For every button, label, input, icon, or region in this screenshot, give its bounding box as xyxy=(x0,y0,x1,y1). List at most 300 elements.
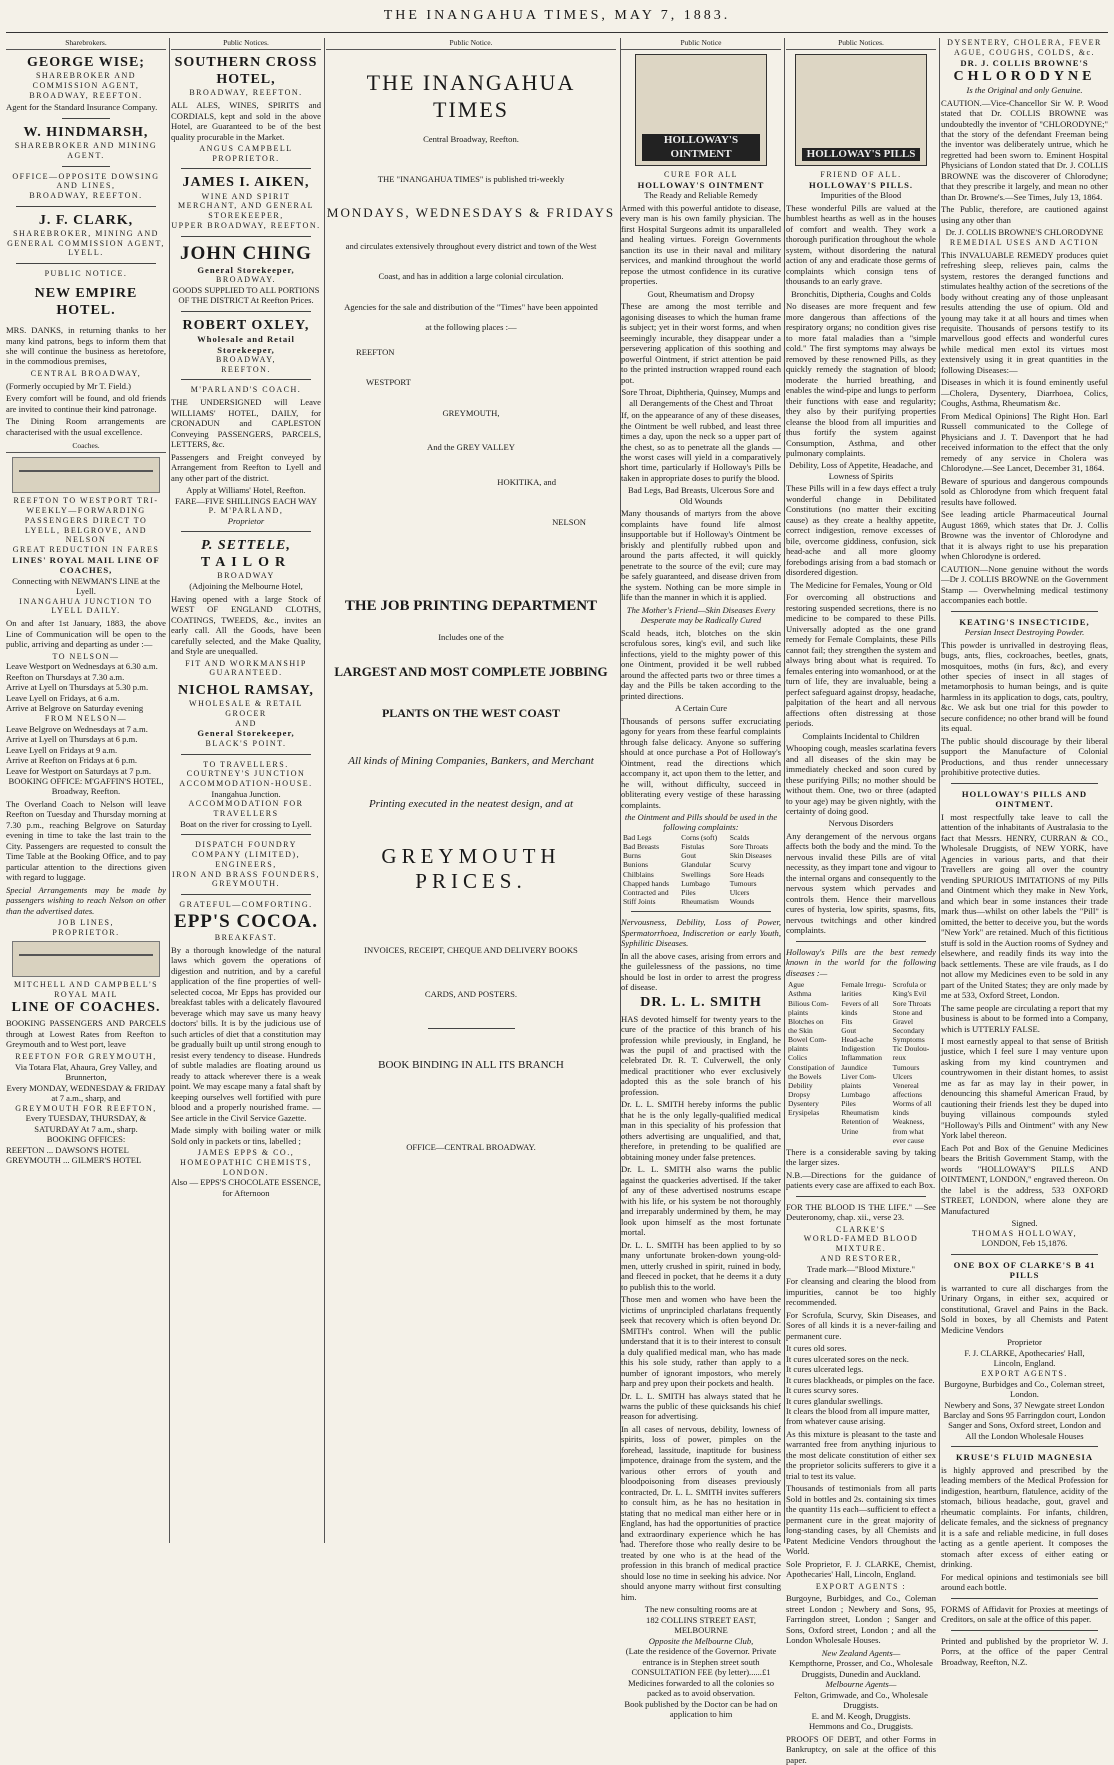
table-cell: Tic Doulou- xyxy=(892,1044,930,1054)
export-agent-1: Burgoyne, Burbidges and Co., Coleman street, London. xyxy=(944,1378,1105,1400)
reefton-greymouth: REEFTON FOR GREYMOUTH, xyxy=(15,1051,157,1061)
export-agent-2: Newbery and Sons, 37 Newgate street London xyxy=(944,1399,1105,1410)
ointment-para-6: Thousands of persons suffer excruciating agony for years from these fearful complaints through false delicacy. Anyone so suffering should at once purchase a Pot of Holloway's Ointment, read the directions which accompany it, act upon them to the letter, and he will, without difficulty, succeed in obliterating every vestige of these harassing complaints. xyxy=(621,715,781,810)
table-cell: Scrofula or xyxy=(892,980,927,990)
nz-agents-label: New Zealand Agents— xyxy=(821,1647,901,1658)
table-row xyxy=(786,1053,936,1062)
job-printing-largest: LARGEST AND MOST COMPLETE JOBBING xyxy=(334,664,608,680)
table-cell: Dropsy xyxy=(788,1089,811,1099)
courtney-address: Inangahua Junction. xyxy=(211,788,281,799)
epps-made: Made simply with boiling water or milk Sold only in packets or tins, labelled ; xyxy=(171,1125,321,1146)
clark-role: SHAREBROKER, MINING AND GENERAL COMMISSION AGENT, xyxy=(7,228,165,248)
list-item: It cures scurvy sores. xyxy=(786,1385,859,1396)
divider xyxy=(181,834,311,835)
southern-cross-body: ALL ALES, WINES, SPIRITS and CORDIALS, kept and sold in the above Hotel, are Guaranteed to be of the best quality procurable in the Market. xyxy=(171,100,321,142)
blood-para-3: As this mixture is pleasant to the taste and warranted free from anything injurious to the most delicate constitution of either sex the proprietor solicits sufferers to give it a trial to test its value. xyxy=(786,1428,936,1481)
table-row xyxy=(621,833,781,842)
mitchell-campbell-body: BOOKING PASSENGERS AND PARCELS through at Lowest Rates from Reefton to Greymouth and to West port, leave xyxy=(6,1018,166,1050)
clark-name: J. F. CLARK, xyxy=(38,212,134,228)
table-cell xyxy=(839,1136,890,1145)
john-ching-role: General Storekeeper, xyxy=(197,264,295,275)
holloway-signature-name: THOMAS HOLLOWAY, xyxy=(971,1228,1078,1238)
george-wise-agent: Agent for the Standard Insurance Company. xyxy=(6,102,158,113)
timetable-line: Leave Lyell on Fridays at 9 a.m. xyxy=(6,744,118,755)
divider xyxy=(796,1196,926,1197)
overland-coach: The Overland Coach to Nelson will leave Reefton on Tuesday and Thursday morning at 7.30 p.m., reaching Belgrove on Saturday evening in time to take the last train to the City. Passengers are requested to consult the Time Table at the Booking Office, and to pay particular attention to the directions given with regard to luggage. xyxy=(6,798,166,883)
table-cell: Burns xyxy=(623,851,641,861)
table-row xyxy=(786,1117,936,1126)
dr-smith-para-4: Dr. L. L. SMITH has been applied to by so many unfortunate broken-down young-old-men, utterly crushed in spirit, ruined in body, and fleeced in pocket, that he deems it a duty to publish this to the world. xyxy=(621,1239,781,1292)
place-greymouth: GREYMOUTH, xyxy=(442,407,500,418)
list-item: It cures blackheads, or pimples on the face. xyxy=(786,1374,935,1385)
pills-para-1: These wonderful Pills are valued at the humblest hearths as well as in the houses of comfort and wealth. They work a thorough purification throughout the whole system, without disordering the natural action of any and eradicate those germs of complaints which consign tens of thousands to an early grave. xyxy=(786,202,936,287)
divider xyxy=(796,941,926,942)
table-cell: Inflammation xyxy=(841,1053,883,1063)
ague-heading: AGUE, COUGHS, COLDS, &c. xyxy=(953,47,1096,57)
times-published: THE "INANGAHUA TIMES" is published tri-weekly xyxy=(377,174,565,185)
blood-para-2: For Scrofula, Scurvy, Skin Diseases, and Sores of all kinds it is a never-failing and permanent cure. xyxy=(786,1309,936,1341)
kruse-magnesia-body-2: For medical opinions and testimonials see bill around each bottle. xyxy=(941,1571,1108,1593)
dispatch-foundry-name: DISPATCH FOUNDRY COMPANY (LIMITED), xyxy=(191,840,301,860)
divider xyxy=(181,754,311,755)
melbourne-agents-label: Melbourne Agents— xyxy=(825,1679,897,1690)
table-cell: Jaundice xyxy=(841,1062,868,1072)
table-cell: Scalds xyxy=(729,832,750,842)
table-cell: Tumours xyxy=(729,878,757,888)
ointment-sub-2: Gout, Rheumatism and Dropsy xyxy=(647,288,755,299)
table-cell: Chilblains xyxy=(623,869,654,879)
blood-agents: Burgoyne, Burbidges, and Co., Coleman street London ; Newbery and Sons, 95, Farringdon street, London ; Sanger and Sons, Oxford street, London ; and all the London Wholesale Houses. xyxy=(786,1593,936,1646)
table-cell: Female Irregu- xyxy=(841,980,886,990)
dr-smith-para-7: In all cases of nervous, debility, lowness of spirits, loss of power, pimples on the forehead, lassitude, inaptitude for business impotence, drainage from the system, and the various other errors of youth and bloodpoisoning from diseases previously contracted, Dr. L. L. SMITH invites sufferers to consult him, as he has no hesitation in stating that no medical man either here or in England, has had the opportunities of practice and extraordinary experience which he has had. Therefore those who really desire to be treated by one who is at the head of the profession in this branch of medical practice should lose no time in seeking his advice. Nor should anyone marry without first consulting him. xyxy=(621,1423,781,1602)
blood-quote: FOR THE BLOOD IS THE LIFE." —See Deuteronomy, chap. xii., verse 23. xyxy=(786,1201,936,1223)
times-circulates: and circulates extensively throughout every district and town of the West xyxy=(345,240,597,251)
masthead: THE INANGAHUA TIMES, MAY 7, 1883. xyxy=(383,8,731,23)
table-cell: kinds xyxy=(841,1007,858,1017)
divider xyxy=(16,206,156,207)
clarke-pills-proprietor-label: Proprietor xyxy=(1007,1337,1042,1348)
table-cell: Gout xyxy=(841,1025,857,1035)
clarke-pills-proprietor: F. J. CLARKE, Apothecaries' Hall, xyxy=(964,1347,1085,1358)
aiken-address: UPPER BROADWAY, REEFTON. xyxy=(171,220,321,230)
chlorodyne-original: Is the Original and only Genuine. xyxy=(966,85,1083,96)
timetable-line: Arrive at Belgrove on Saturday evening xyxy=(6,703,144,714)
table-row xyxy=(621,897,781,906)
to-nelson-times xyxy=(6,661,166,713)
export-agent-4: Sanger and Sons, Oxford street, London and xyxy=(948,1420,1101,1431)
mparland-heading: M'PARLAND'S COACH. xyxy=(190,385,302,395)
mail-coach-illustration xyxy=(12,941,160,977)
table-cell xyxy=(786,1136,839,1145)
keating-subtitle: Persian Insect Destroying Powder. xyxy=(964,627,1085,638)
clark-address: LYELL. xyxy=(68,248,104,258)
table-cell: Debility xyxy=(788,1080,813,1090)
settele-body: Having opened with a large Stock of WEST OF ENGLAND CLOTHS, COATINGS, TWEEDS, &c., invites an early call. All the Goods, have been carefully selected, and the Make Quality, and Style are unequalled. xyxy=(171,593,321,657)
blood-para-4: Thousands of testimonials from all parts Sold in bottles and 2s. containing six times the quantity 11s each—sufficient to effect a permanent cure in the great majority of long-standing cases, by all Chemists and Patent Medicine Vendors throughout the World. xyxy=(786,1483,936,1557)
chlorodyne-para-6: From Medical Opinions] The Right Hon. Earl Russell communicated to the College of Physicians and J. T. Davenport that he had received information to the effect that the only remedy of any service in Cholera was Chlorodyne.—See Lancet, December 31, 1864. xyxy=(941,410,1108,474)
job-printing-invoices: INVOICES, RECEIPT, CHEQUE AND DELIVERY BOOKS xyxy=(364,944,578,955)
blood-trademark: Trade mark—"Blood Mixture." xyxy=(806,1263,916,1274)
column-2 xyxy=(171,38,325,1543)
southern-cross-proprietor: PROPRIETOR. xyxy=(212,153,280,163)
table-cell: Bunions xyxy=(623,860,649,870)
book-binding: BOOK BINDING IN ALL ITS BRANCH xyxy=(378,1058,564,1071)
pills-para-3: These Pills will in a few days effect a truly wonderful change in Debilitated Constitutions (no matter their exciting cause) as they create a healthy appetite, correct indigestion, remove excesses of bile, overcome giddiness, confusion, sick head-ache and all more gloomy forebodings arising from a bad stomach or disordered digestion. xyxy=(786,483,936,578)
ramsay-role-2: General Storekeeper, xyxy=(197,728,295,739)
coach-reduction: GREAT REDUCTION IN FARES xyxy=(12,545,160,555)
timetable-line: Arrive at Reefton on Fridays at 6 p.m. xyxy=(6,755,138,766)
ramsay-name: NICHOL RAMSAY, xyxy=(178,683,314,699)
table-cell: Constipation of xyxy=(788,1062,835,1072)
pills-subtitle: Impurities of the Blood xyxy=(820,190,902,201)
table-cell: Dysentery xyxy=(788,1099,819,1109)
job-printing-plants: PLANTS ON THE WEST COAST xyxy=(381,706,561,721)
clarke-pills-body: is warranted to cure all discharges from the Urinary Organs, in either sex, acquired or constitutional, Gravel and Pains in the Back. Sold in boxes, by all Chemists and Patent Medicine Vendors xyxy=(941,1282,1108,1335)
dr-smith-rooms: The new consulting rooms are at xyxy=(644,1604,758,1615)
hindmarsh-office: OFFICE—OPPOSITE DOWSING AND LINES, xyxy=(12,171,160,191)
coach-destinations: LYELL, BELGROVE, AND NELSON xyxy=(24,525,148,545)
list-item: It cures ulcerated legs. xyxy=(786,1364,864,1375)
table-cell: Venereal xyxy=(892,1080,919,1090)
settele-guarantee: FIT AND WORKMANSHIP GUARANTEED. xyxy=(185,658,307,678)
table-cell: Fevers of all xyxy=(841,998,879,1008)
ointment-sub-6: A Certain Cure xyxy=(674,703,728,714)
divider xyxy=(181,168,311,169)
times-title: THE INANGAHUA TIMES xyxy=(366,70,576,122)
to-travellers: TO TRAVELLERS. xyxy=(203,759,289,769)
timetable-line: Leave Westport on Wednesdays at 6.30 a.m. xyxy=(6,661,158,672)
booking-office: BOOKING OFFICE: M'GAFFIN'S HOTEL, Broadway, Reefton. xyxy=(8,776,164,797)
times-places-label: at the following places :— xyxy=(425,322,517,333)
nz-agents: Kempthorne, Prosser, and Co., Wholesale Druggists, Dunedin and Auckland. xyxy=(789,1658,933,1679)
timetable-line: Leave for Westport on Saturdays at 7 p.m. xyxy=(6,765,151,776)
melbourne-agent-1: Felton, Grimwade, and Co., Wholesale Druggists. xyxy=(794,1689,928,1711)
table-cell: the Skin xyxy=(788,1025,813,1035)
divider xyxy=(181,379,311,380)
john-ching-goods: GOODS SUPPLIED TO ALL PORTIONS OF THE DISTRICT At Reefton Prices. xyxy=(172,284,320,306)
column-3 xyxy=(326,38,621,1543)
table-cell: Sore Throats xyxy=(892,998,932,1008)
lines-junction: INANGAHUA JUNCTION TO LYELL DAILY. xyxy=(19,596,153,616)
keating-title: KEATING'S INSECTICIDE, xyxy=(959,616,1090,627)
ointment-sub-4: Bad Legs, Bad Breasts, Ulcerous Sore and Old Wounds xyxy=(627,485,775,506)
table-cell: Corns (soft) xyxy=(681,832,718,842)
holloway-warning-para-3: I most earnestly appeal to that sense of British justice, which I feel sure I may venture upon asking from my kind countrymen and countrywomen in their distant homes, to assist me as far as may lay in their power, in denouncing this shameful American Fraud, by cautioning their friends lest they be duped into buying villainous compounds styled "Holloway's Pills and Ointment" with any New York label thereon. xyxy=(941,1035,1108,1141)
table-cell: Ague xyxy=(788,980,805,990)
new-empire-hotel-formerly: (Formerly occupied by Mr T. Field.) xyxy=(6,380,131,391)
keating-para-1: This powder is unrivalled in destroying fleas, bugs, ants, flies, cockroaches, beetles, gnats, mosquitoes, moths (in furs, &c), and every other species of insect in all stages of metamorphosis to human beings, and is quite harmless in its application to dogs, cats, poultry, &c. We ask but one trial for this powder to secure confidence; no other brand will be found its equal. xyxy=(941,639,1108,734)
settele-trade: TAILOR xyxy=(200,555,292,571)
table-cell: Symptoms xyxy=(892,1035,925,1045)
hindmarsh-address: BROADWAY, REEFTON. xyxy=(29,191,143,201)
table-cell: Scurvy xyxy=(729,860,751,870)
departure-days-2: Every TUESDAY, THURSDAY, & SATURDAY At 7 a.m., sharp. xyxy=(25,1113,147,1134)
times-days: MONDAYS, WEDNESDAYS & FRIDAYS xyxy=(326,204,616,220)
from-nelson-label: FROM NELSON— xyxy=(44,713,128,723)
proofs-of-debt: PROOFS OF DEBT, and other Forms in Bankruptcy, on sale at the office of this paper. xyxy=(786,1733,936,1765)
holloway-warning-para-1: I most respectfully take leave to call the attention of the inhabitants of Australasia to the fact that Messrs. HENRY, CURRAN & CO., Wholesale Druggists, of NEW YORK, have Agencies in various parts, and that their Travellers are going all over the country vending SPURIOUS IMITATIONS of my Pills and Ointment which they make in New York, and which bear in some instances their trade mark thus—whilst on other labels the "Pill" is omitted, the better to deceive you, but the words "New York" are retained. Much of this fictitious stuff is sold in the Auction rooms of Sydney and elsewhere, and readily finds its way into the back settlements. These are vile frauds, as I do not allow my Medicines even to be sold in any part of the United States; they are only made by me at 533, Oxford Street, London. xyxy=(941,811,1108,1001)
dispatch-foundry-role-2: IRON AND BRASS FOUNDERS, xyxy=(171,869,321,879)
booking-office-greymouth: GREYMOUTH ... GILMER'S HOTEL xyxy=(6,1155,142,1166)
hindmarsh-role: SHAREBROKER AND MINING AGENT. xyxy=(14,141,158,160)
ointment-sub-7: the Ointment and Pills should be used in the following complaints: xyxy=(624,811,778,833)
list-item: It clears the blood from all impure matter, from whatever cause arising. xyxy=(786,1405,930,1427)
mparland-proprietor: Proprietor xyxy=(227,515,265,526)
chlorodyne-title: CHLORODYNE xyxy=(953,68,1096,84)
epps-cocoa-title: EPP'S COCOA. xyxy=(174,910,318,932)
lines-royal-mail-title: LINES' ROYAL MAIL LINE OF COACHES, xyxy=(12,554,160,576)
settele-address: BROADWAY xyxy=(217,571,275,581)
table-row xyxy=(786,1099,936,1108)
cure-for-all: CURE FOR ALL xyxy=(663,170,738,180)
holloway-ointment-title: HOLLOWAY'S OINTMENT xyxy=(637,179,765,190)
list-item: It cures glandular swellings. xyxy=(786,1395,883,1406)
table-row xyxy=(786,980,936,989)
divider xyxy=(16,263,156,264)
courtney-accommodation: ACCOMMODATION FOR TRAVELLERS xyxy=(188,799,304,819)
table-row xyxy=(786,1090,936,1099)
departure-days-1: Every MONDAY, WEDNESDAY & FRIDAY at 7 a.m., sharp, and xyxy=(6,1082,166,1104)
column-6 xyxy=(941,38,1108,1667)
table-cell: Erysipelas xyxy=(788,1108,820,1118)
john-ching-address: BROADWAY. xyxy=(216,275,276,285)
holloway-warning-para-2: The same people are circulating a report that my business is about to be formed into a Company, which is UTTERLY FALSE. xyxy=(941,1002,1108,1034)
ointment-para-1: Armed with this powerful antidote to disease, every man is his own family physician. The first Hospital Surgeons admit its unparalleled and healing virtues. Foreign Governments sanction its use in their naval and military services, and mankind throughout the world repose the utmost confidence in its curative properties. xyxy=(621,202,781,287)
table-cell: reux xyxy=(892,1053,906,1063)
pills-sub-6: Nervous Disorders xyxy=(828,818,894,829)
pills-para-5: Whooping cough, measles scarlatina fevers and all diseases of the skin may be immediately checked and soon cured by these purifying Pills; no mother should be without them. One, two or three (adapted to your age) may be given nightly, with the certainty of doing good. xyxy=(786,743,936,816)
table-cell: Gout xyxy=(681,851,697,861)
blood-cures-list xyxy=(786,1343,936,1427)
friend-of-all: FRIEND OF ALL. xyxy=(820,170,902,180)
blood-para-1: For cleansing and clearing the blood from impurities, cannot be too highly recommended. xyxy=(786,1276,936,1308)
hindmarsh-name: W. HINDMARSH, xyxy=(23,124,149,140)
blood-restorer: AND RESTORER, xyxy=(820,1253,902,1263)
divider xyxy=(951,1446,1098,1447)
table-cell: Head-ache xyxy=(841,1035,874,1045)
table-cell: Secondary xyxy=(892,1025,925,1035)
dr-smith-name: DR. L. L. SMITH xyxy=(640,995,762,1011)
table-cell: Bowel Com- xyxy=(788,1035,827,1045)
ramsay-and: AND xyxy=(235,718,257,728)
table-cell: Wounds xyxy=(729,896,755,906)
booking-offices-label: BOOKING OFFICES: xyxy=(46,1134,126,1145)
place-nelson: NELSON xyxy=(552,516,586,527)
table-row xyxy=(786,1081,936,1090)
pills-para-2: No diseases are more frequent and few more dangerous than affections of the respiratory organs; no condition gives rise to more fatal maladies than a "simple cold." The first symptoms may always be removed by these renowned Pills, as they quickly remedy the stagnation of blood; moderate the hurried breathing, and enables the wind-pipe and lungs to perform their functions with ease and regularity; they also by their purifying properties cleanse the blood from all impurities and thus fortify the system against Consumption, Asthma, and other pulmonary complaints. xyxy=(786,301,936,458)
divider xyxy=(181,894,311,895)
table-cell: Retention of xyxy=(841,1117,879,1127)
george-wise-role: SHAREBROKER AND COMMISSION AGENT, xyxy=(32,71,140,90)
table-cell xyxy=(786,1117,839,1126)
divider xyxy=(951,611,1098,612)
table-cell: Liver Com- xyxy=(841,1071,877,1081)
dr-smith-opposite: Opposite the Melbourne Club, xyxy=(648,1635,754,1646)
job-printing-executed: Printing executed in the neatest design, and at xyxy=(368,798,574,811)
dr-smith-book: Book published by the Doctor can be had on application to him xyxy=(624,1698,778,1720)
dr-smith-para-5: Those men and women who have been the victims of unprincipled charlatans frequently seek that recovery which is often beyond Dr. SMITH's control. When will the public understand that it is to their interest to consult a duly qualified medical man, who has made this his sole study, rather than apply to a number of ignorant impostors, who merely harp and prey upon their pockets and health. xyxy=(621,1294,781,1389)
table-cell: Worms of all xyxy=(892,1099,932,1109)
greymouth-prices: GREYMOUTH PRICES. xyxy=(381,843,561,894)
lines-connecting: Connecting with NEWMAN'S LINE at the Lyell. xyxy=(12,575,160,597)
coaches-heading: Coaches. xyxy=(6,441,166,453)
table-row xyxy=(621,870,781,879)
oxley-role: Wholesale and Retail Storekeeper, xyxy=(197,334,295,355)
table-cell: Blotches on xyxy=(788,1016,824,1026)
place-reefton: REEFTON xyxy=(356,346,395,357)
dr-smith-fee: CONSULTATION FEE (by letter)......£1 xyxy=(631,1667,771,1678)
ointment-para-5: Scald heads, itch, blotches on the skin scrofulous sores, king's evil, and such like infections, yield to the mighty power of this one Ointment, provided it be well rubbed around the affected parts two or three times a day and the Pills be taken according to the printed directions. xyxy=(621,627,781,701)
table-row xyxy=(786,1136,936,1145)
table-row xyxy=(786,1127,936,1136)
aiken-name: JAMES I. AIKEN, xyxy=(182,175,310,191)
table-cell: Rheumatism xyxy=(841,1108,880,1118)
list-item: It cures old sores. xyxy=(786,1343,847,1354)
ointment-complaints-table xyxy=(621,833,781,906)
john-ching-name: JOHN CHING xyxy=(180,242,312,264)
table-cell: Asthma xyxy=(788,989,812,999)
george-wise-name: GEORGE WISE; xyxy=(27,55,145,71)
melbourne-agent-3: Hemmons and Co., Druggists. xyxy=(808,1721,914,1732)
timetable-line: Leave Belgrove on Wednesdays at 7 a.m. xyxy=(6,723,148,734)
emblem-label: HOLLOWAY'S PILLS xyxy=(802,148,920,161)
table-cell: Fistulas xyxy=(681,842,705,852)
settele-name: P. SETTELE, xyxy=(201,538,291,554)
table-cell: Sore Throats xyxy=(729,842,769,852)
list-item: It cures ulcerated sores on the neck. xyxy=(786,1353,909,1364)
divider xyxy=(181,531,311,532)
greymouth-reefton: GREYMOUTH FOR REEFTON, xyxy=(15,1103,157,1113)
holloway-pills-title: HOLLOWAY'S PILLS. xyxy=(808,179,914,190)
route-via: Via Totara Flat, Ahaura, Grey Valley, and Brunnerton, xyxy=(15,1061,157,1083)
mitchell-campbell-title: MITCHELL AND CAMPBELL'S xyxy=(13,979,159,989)
table-cell: Ulcers xyxy=(729,887,750,897)
column-4 xyxy=(621,38,785,1720)
divider xyxy=(631,911,771,912)
epps-chemists: HOMEOPATHIC CHEMISTS, xyxy=(180,1157,312,1167)
divider xyxy=(951,1254,1098,1255)
table-cell: ever cause xyxy=(892,1135,925,1145)
nervousness-heading: Nervousness, Debility, Loss of Power, Spermatorrhoea, Indiscretion or early Youth, Syphilitic Diseases. xyxy=(621,917,781,949)
column-2-heading: Public Notices. xyxy=(171,38,321,50)
table-row xyxy=(786,1072,936,1081)
holloways-pills-emblem xyxy=(795,54,927,166)
table-row xyxy=(786,1008,936,1017)
column-1 xyxy=(6,38,170,1543)
southern-cross-owner: ANGUS CAMPBELL xyxy=(199,143,293,153)
special-arrangements: Special Arrangements may be made by passengers wishing to reach Nelson on other than the advertised dates. xyxy=(6,884,166,916)
holloway-warning-para-4: Each Pot and Box of the Genuine Medicines bears the British Government Stamp, with the words "HOLLOWAY'S PILLS AND OINTMENT, LONDON," engraved thereon. On the label is the address, 533 OXFORD STREET, LONDON, where alone they are Manufactured xyxy=(941,1142,1108,1216)
place-grey-valley: And the GREY VALLEY xyxy=(427,442,515,453)
pills-sub-3: Debility, Loss of Appetite, Headache, and Lowness of Spirits xyxy=(789,460,933,481)
pills-para-4: For overcoming all obstructions and restoring suspended secretions, there is no medicine to be compared to these Pills. Universally adopted as the one grand remedy for Female Complaints, these Pills cannot fail; they strengthen the system and always bring about what is required. To females entering into womanhood, or at the turn of life, they are invaluable, being a perfect safeguard against dropsy, headache, palpitation of the heart and all nervous affections often distressing at those periods. xyxy=(786,592,936,729)
table-cell: kinds xyxy=(892,1108,909,1118)
pills-saving: There is a considerable saving by taking the larger sizes. xyxy=(786,1146,936,1168)
dysentery-heading: DYSENTERY, CHOLERA, FEVER xyxy=(947,38,1102,47)
dr-smith-para-3: Dr. L. L. SMITH also warns the public against the quackeries advertised. If the taker of any of these advertised nostrums escape with his life, or his system be not thoroughly and irreparably undermined by them, he may look upon himself as the most fortunate mortal. xyxy=(621,1164,781,1238)
chlorodyne-para-2: The Public, therefore, are cautioned against using any other than xyxy=(941,204,1108,225)
lines-body: On and after 1st January, 1883, the above Line of Communication will be open to the public, arriving and departing as under :— xyxy=(6,618,166,650)
clarke-pills-title: ONE BOX OF CLARKE'S B 41 PILLS xyxy=(953,1259,1096,1281)
booking-office-reefton: REEFTON ... DAWSON'S HOTEL xyxy=(6,1144,129,1155)
table-cell: Bad Legs xyxy=(623,832,652,842)
table-cell: Lumbago xyxy=(681,878,710,888)
chlorodyne-para-5: Diseases in which it is found eminently useful—Cholera, Dysentery, Diarrhoea, Colics, Coughs, Asthma, Rheumatism &c. xyxy=(941,377,1108,409)
divider xyxy=(181,311,311,312)
epps-company: JAMES EPPS & CO., xyxy=(197,1148,295,1158)
table-row xyxy=(786,1017,936,1026)
table-cell: the Bowels xyxy=(788,1071,822,1081)
timetable-line: Arrive at Lyell on Thursdays at 5.30 p.m. xyxy=(6,682,149,693)
divider xyxy=(62,166,110,167)
table-row xyxy=(621,842,781,851)
table-cell: Sore Heads xyxy=(729,869,765,879)
table-cell: Piles xyxy=(841,1099,856,1109)
keating-para-2: The public should discourage by their liberal support the Manufacture of Colonial Productions, and thus render unnecessary prohibitive protective duties. xyxy=(941,735,1108,778)
column-1-heading: Sharebrokers. xyxy=(6,38,166,50)
column-5-heading: Public Notices. xyxy=(786,38,936,50)
forms-affidavit: FORMS of Affidavit for Proxies at meetings of Creditors, on sale at the office of this paper. xyxy=(941,1603,1108,1625)
oxley-town: REEFTON. xyxy=(221,364,271,374)
new-empire-hotel-comfort: Every comfort will be found, and old friends are invited to continue their kind patronage. xyxy=(6,393,166,414)
mparland-body-2: Passengers and Freight conveyed by Arrangement from Reefton to Lyell and any other part of the district. xyxy=(171,451,321,483)
ointment-para-4: Many thousands of martyrs from the above complaints have found life almost insupportable but if Holloway's Ointment be briskly and plentifully rubbed upon and around the parts affected, it will quickly penetrate to the source of the evil; cure may be safely guaranteed, and disease driven from the system. Nothing can be more simple in life than the manner in which it is applied. xyxy=(621,508,781,603)
new-empire-hotel-title: NEW EMPIRE HOTEL. xyxy=(34,285,138,318)
holloway-date: LONDON, Feb 15,1876. xyxy=(981,1238,1068,1249)
top-rule xyxy=(6,32,1108,33)
table-cell: plaints xyxy=(788,1007,808,1017)
mitchell-campbell-royal: ROYAL MAIL xyxy=(54,989,118,999)
pills-diseases-heading: Holloway's Pills are the best remedy known in the world for the following diseases :— xyxy=(786,946,936,978)
settele-adjoining: (Adjoining the Melbourne Hotel, xyxy=(189,581,303,592)
timetable-line: Leave Lyell on Fridays, at 6 a.m. xyxy=(6,692,120,703)
column-5 xyxy=(786,38,940,1765)
blood-mixture-title: WORLD-FAMED BLOOD MIXTURE. xyxy=(803,1234,919,1254)
table-row xyxy=(786,1035,936,1044)
collis-browne-name: DR. J. COLLIS BROWNE'S xyxy=(960,57,1089,68)
from-nelson-times xyxy=(6,724,166,776)
dispatch-foundry-role: ENGINEERS, xyxy=(215,859,277,869)
new-empire-hotel-dining: The Dining Room arrangements are characterised with the usual excellence. xyxy=(6,416,166,437)
table-cell: Stone and xyxy=(892,1007,923,1017)
pills-sub-4: The Medicine for Females, Young or Old xyxy=(790,579,932,590)
table-row xyxy=(621,860,781,869)
place-hokitika: HOKITIKA, and xyxy=(497,476,556,487)
public-notice-label: PUBLIC NOTICE. xyxy=(44,269,128,279)
to-nelson-label: TO NELSON— xyxy=(52,651,120,661)
table-cell: Fits xyxy=(841,1016,853,1026)
table-row xyxy=(621,879,781,888)
table-cell: Piles xyxy=(681,887,696,897)
job-printing-title: THE JOB PRINTING DEPARTMENT xyxy=(344,598,598,615)
chlorodyne-uses: REMEDIAL USES AND ACTION xyxy=(949,237,1100,247)
ointment-subtitle: The Ready and Reliable Remedy xyxy=(644,190,758,201)
table-cell: plaints xyxy=(841,1080,862,1090)
epps-city: LONDON. xyxy=(222,1167,270,1177)
holloway-warning-title: HOLLOWAY'S PILLS AND OINTMENT. xyxy=(961,788,1088,810)
divider xyxy=(951,1630,1098,1631)
table-cell: larities xyxy=(841,989,862,999)
job-lines-proprietor: PROPRIETOR. xyxy=(52,928,120,938)
table-row xyxy=(786,1108,936,1117)
column-3-heading: Public Notice. xyxy=(326,38,616,50)
chlorodyne-para-9: CAUTION—None genuine without the words—Dr J. COLLIS BROWNE on the Government Stamp — Overwhelming medical testimony accompanies each bottle. xyxy=(941,563,1108,606)
blood-proprietor: Sole Proprietor, F. J. CLARKE, Chemist, Apothecaries' Hall, Lincoln, England. xyxy=(786,1558,936,1580)
table-cell: Contracted and xyxy=(623,887,669,897)
clarkes-name: CLARKE'S xyxy=(836,1224,886,1234)
oxley-name: ROBERT OXLEY, xyxy=(182,317,310,333)
clarke-pills-city: Lincoln, England. xyxy=(993,1358,1056,1369)
